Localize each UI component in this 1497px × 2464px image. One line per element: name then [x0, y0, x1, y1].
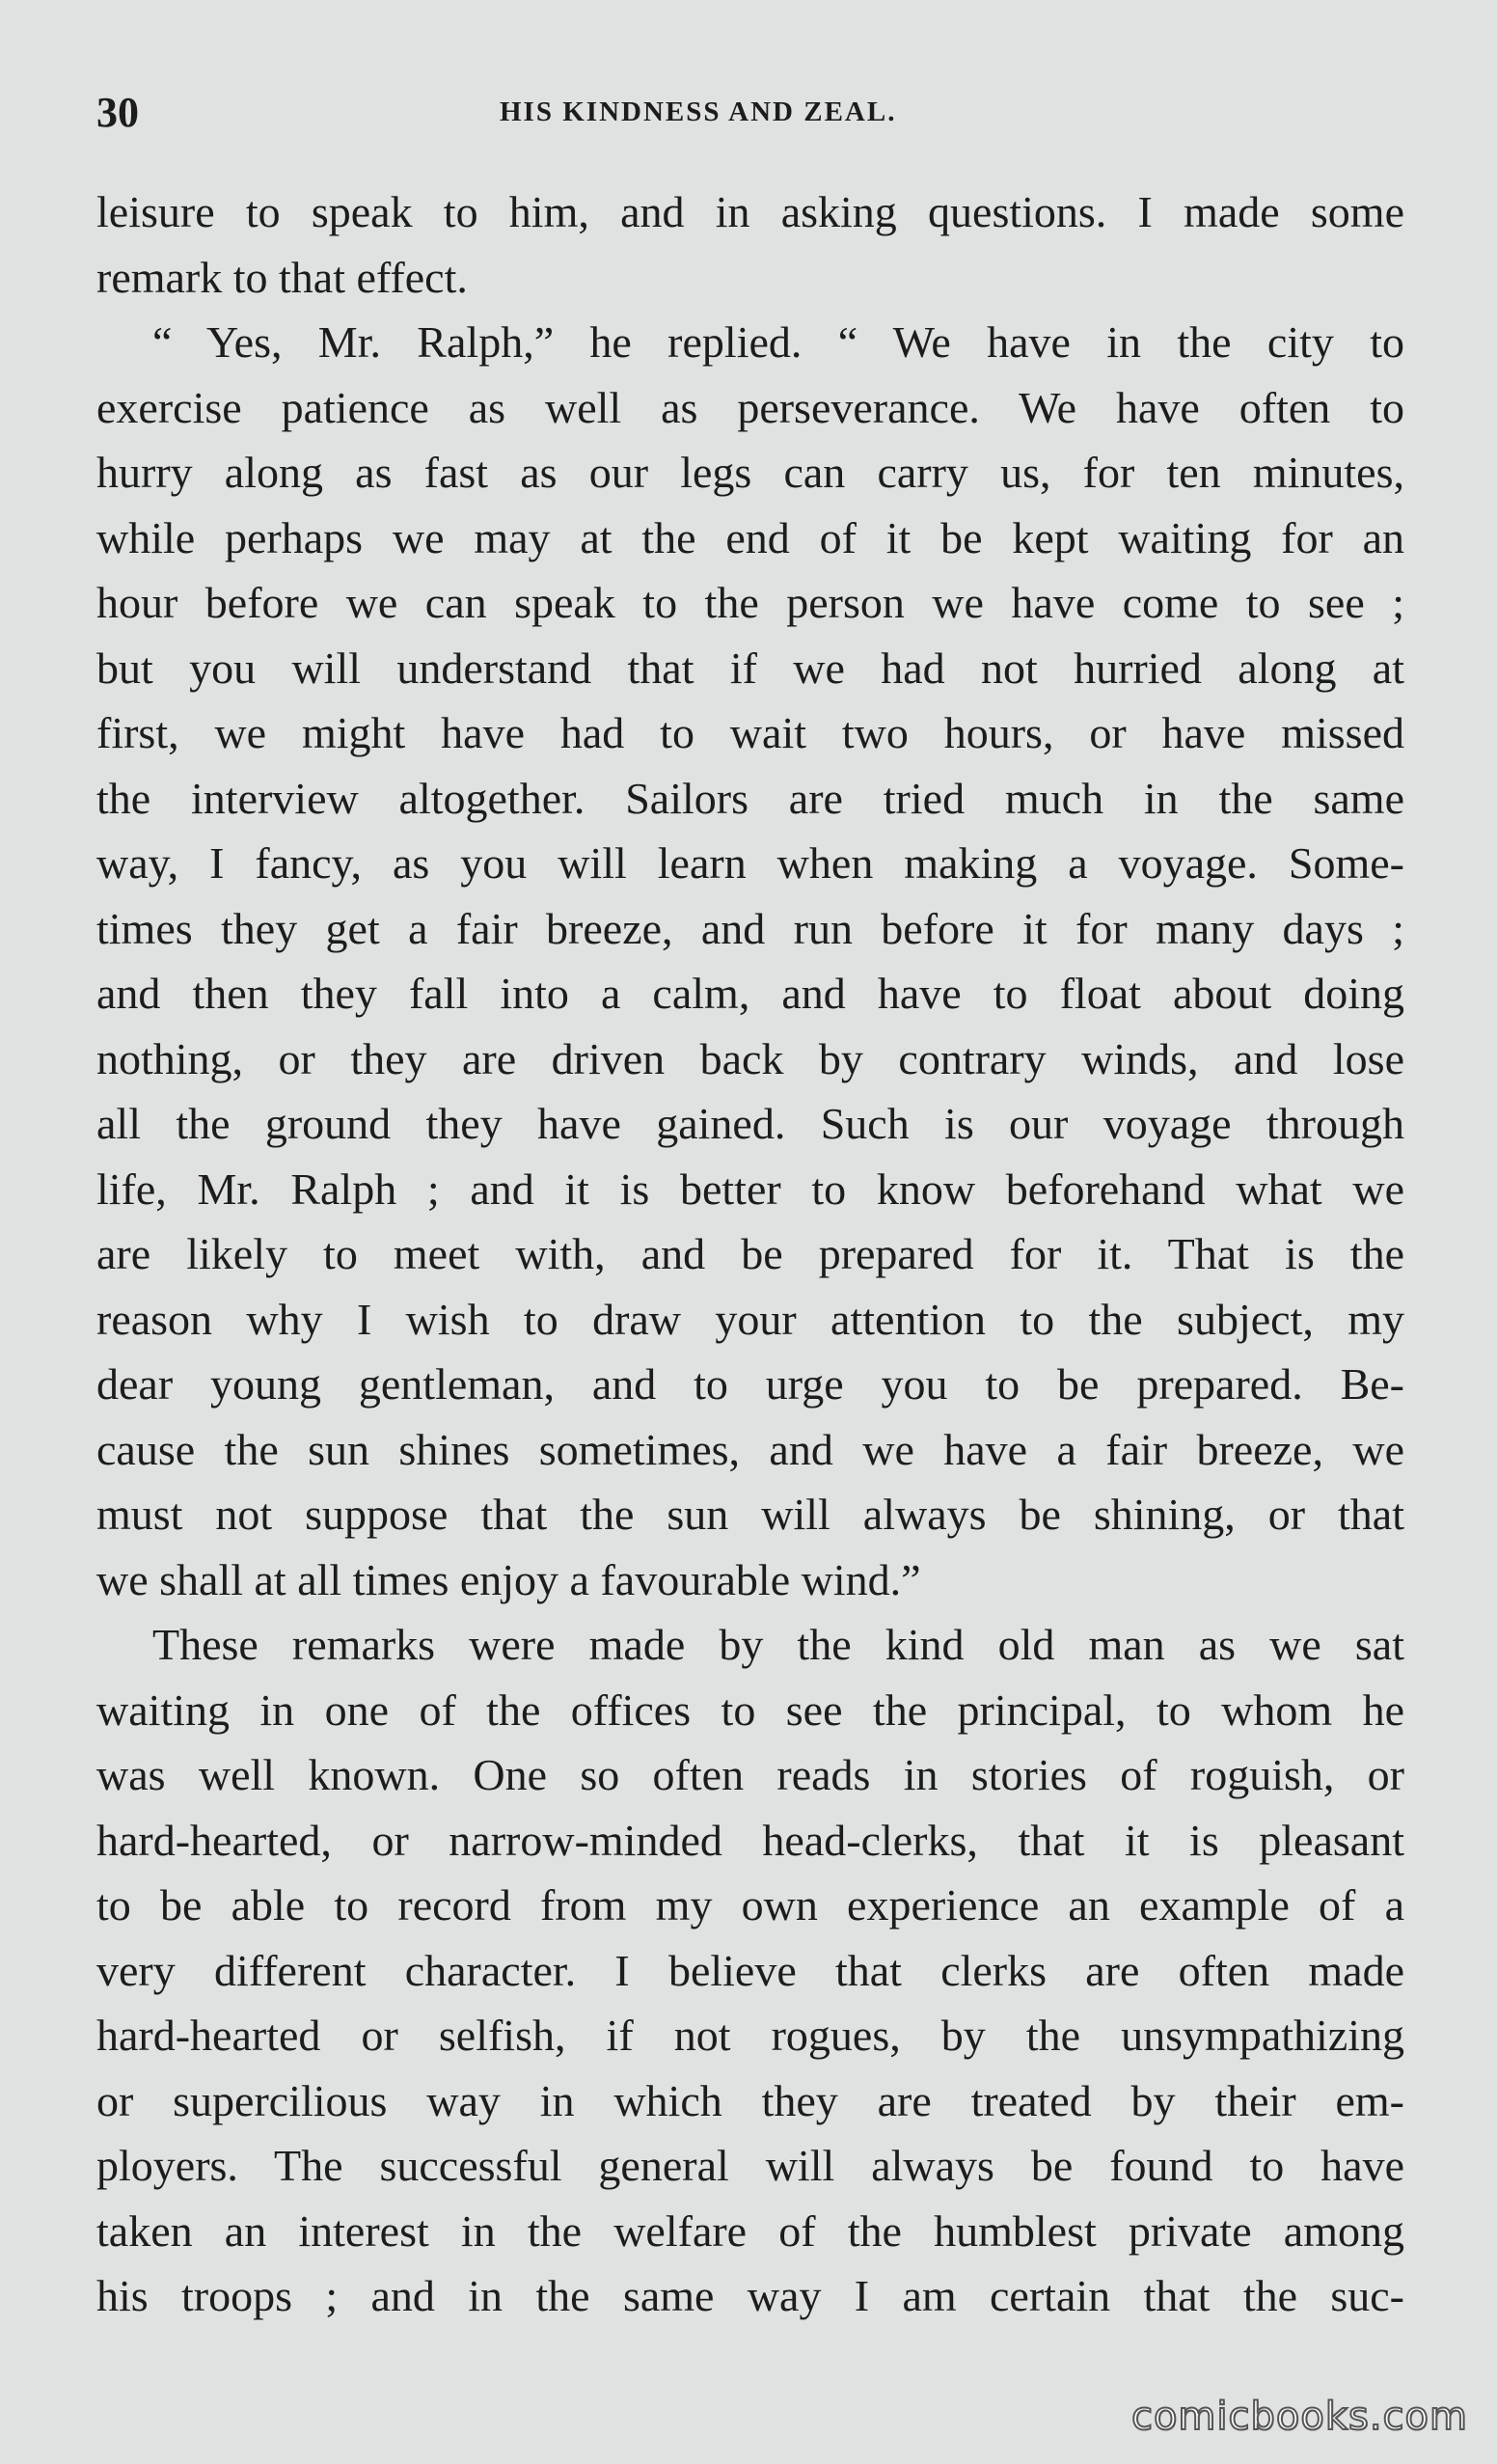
text-line: his troops ; and in the same way I am certain that the suc- — [96, 2271, 1404, 2320]
text-line: hurry along as fast as our legs can carry us, for ten minutes, — [96, 448, 1404, 497]
text-line: are likely to meet with, and be prepared for it. That is the — [96, 1229, 1404, 1278]
text-line: dear young gentleman, and to urge you to be prepared. Be- — [96, 1359, 1404, 1409]
text-line: ployers. The successful general will always be found to have — [96, 2141, 1404, 2190]
text-line: but you will understand that if we had not hurried along at — [96, 643, 1404, 693]
text-line: or supercilious way in which they are treated by their em- — [96, 2075, 1404, 2125]
text-line: exercise patience as well as perseverance. We have often to — [96, 382, 1404, 432]
text-line: and then they fall into a calm, and have to float about doing — [96, 969, 1404, 1018]
text-line: remark to that effect. — [96, 252, 468, 302]
page-number: 30 — [96, 89, 139, 136]
text-line: very different character. I believe that clerks are often made — [96, 1945, 1404, 1995]
text-line: hard-hearted, or narrow-minded head-clerks, that it is pleasant — [96, 1815, 1404, 1865]
text-line: reason why I wish to draw your attention to the subject, my — [96, 1294, 1404, 1344]
body-text — [96, 179, 1404, 2329]
text-line: taken an interest in the welfare of the humblest private among — [96, 2205, 1404, 2256]
text-line: the interview altogether. Sailors are tried much in the same — [96, 773, 1404, 823]
text-line: must not suppose that the sun will always be shining, or that — [96, 1490, 1404, 1539]
text-line: nothing, or they are driven back by contrary winds, and lose — [96, 1033, 1404, 1083]
text-line: hard-hearted or selfish, if not rogues, by the unsympathizing — [96, 2011, 1404, 2060]
text-line: leisure to speak to him, and in asking questions. I made some — [96, 187, 1404, 236]
text-line: way, I fancy, as you will learn when making a voyage. Some- — [96, 838, 1404, 888]
text-line: life, Mr. Ralph ; and it is better to know beforehand what we — [96, 1164, 1404, 1214]
text-line: hour before we can speak to the person we have come to see ; — [96, 578, 1404, 627]
text-line: waiting in one of the offices to see the principal, to whom he — [96, 1684, 1404, 1735]
running-head: HIS KINDNESS AND ZEAL. — [500, 96, 897, 127]
text-line: cause the sun shines sometimes, and we have a fair breeze, we — [96, 1424, 1404, 1474]
text-line: These remarks were made by the kind old man as we sat — [152, 1620, 1404, 1669]
text-line: first, we might have had to wait two hours, or have missed — [96, 708, 1404, 757]
text-line: while perhaps we may at the end of it be kept waiting for an — [96, 512, 1404, 562]
page-header — [96, 89, 1401, 137]
text-line: to be able to record from my own experience an example of a — [96, 1880, 1404, 1930]
text-line: times they get a fair breeze, and run before it for many days ; — [96, 903, 1404, 953]
watermark: comicbooks.com — [1130, 2395, 1468, 2439]
text-line: was well known. One so often reads in stories of roguish, or — [96, 1750, 1404, 1799]
text-line: we shall at all times enjoy a favourable wind.” — [96, 1554, 921, 1604]
text-line: all the ground they have gained. Such is our voyage through — [96, 1099, 1404, 1148]
text-line: “ Yes, Mr. Ralph,” he replied. “ We have in the city to — [152, 317, 1404, 367]
